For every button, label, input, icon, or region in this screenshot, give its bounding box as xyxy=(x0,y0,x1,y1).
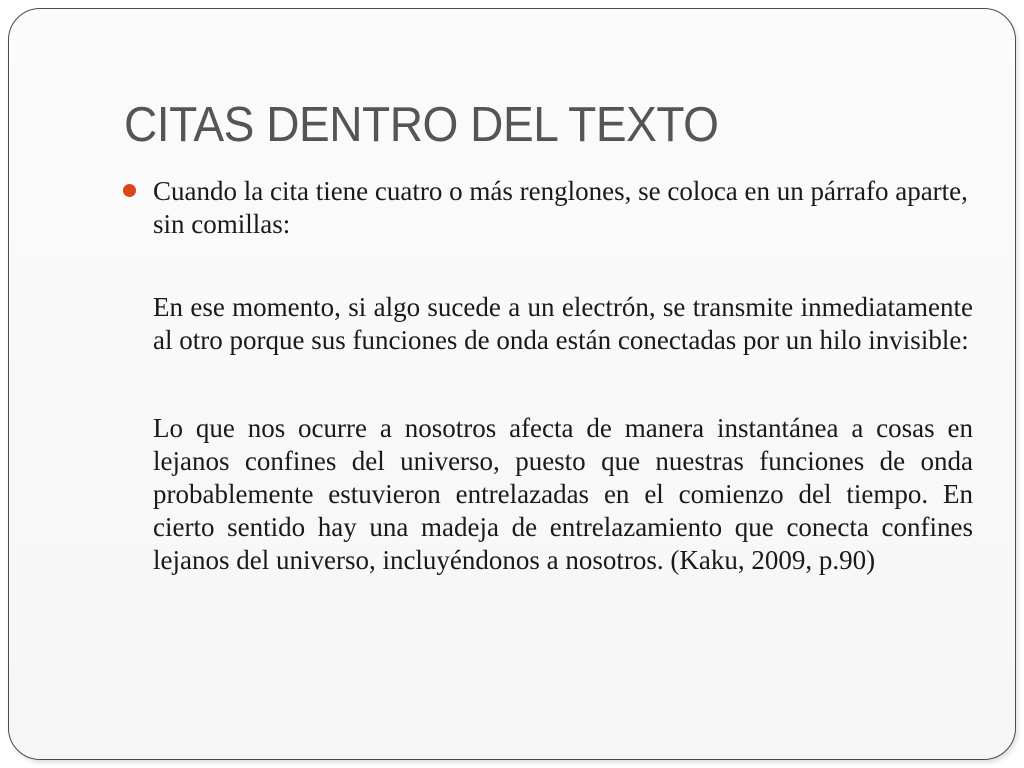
bullet-text: Cuando la cita tiene cuatro o más renglones, se coloca en un párrafo aparte, sin comillas: xyxy=(153,176,968,239)
slide-content xyxy=(153,175,973,577)
slide-title: CITAS DENTRO DEL TEXTO xyxy=(124,98,719,152)
bullet-dot-icon xyxy=(123,184,136,197)
slide-frame xyxy=(8,8,1016,760)
bullet-item xyxy=(153,175,973,241)
quote-paragraph-1: En ese momento, si algo sucede a un electrón, se transmite inmediatamente al otro porque sus funciones de onda están conectadas por un hilo invisible: xyxy=(153,292,973,355)
quote-paragraph-2: Lo que nos ocurre a nosotros afecta de manera instantánea a cosas en lejanos confines del universo, puesto que nuestras funciones de onda probablemente estuvieron entrelazadas en el comienzo del tiempo. En cierto sentido hay una madeja de entrelazamiento que conecta confines lejanos del universo, incluyéndonos a nosotros. (Kaku, 2009, p.90) xyxy=(153,413,973,575)
